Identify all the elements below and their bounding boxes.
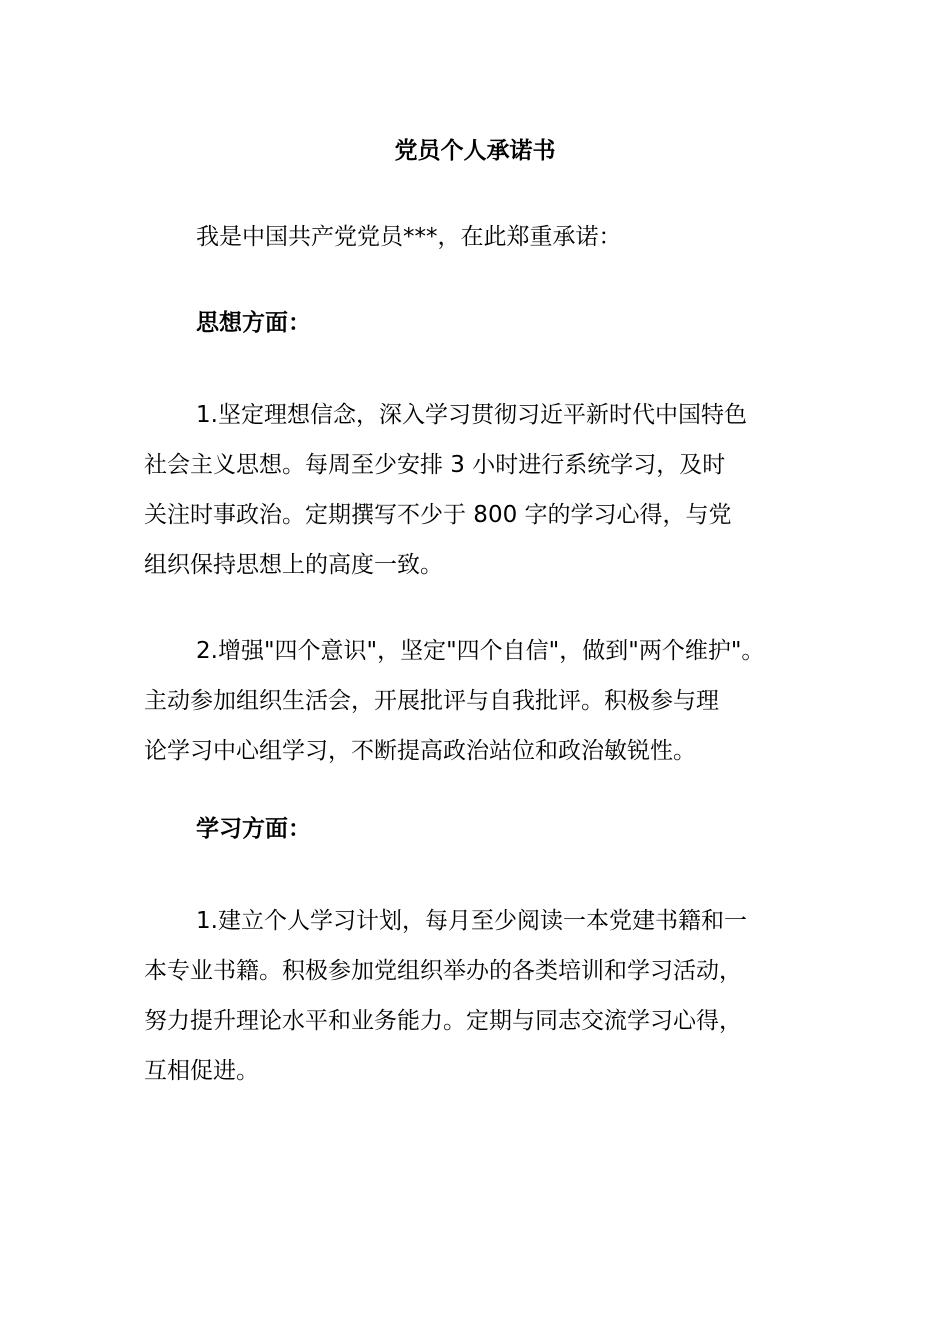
study-paragraph-1 (144, 896, 824, 1096)
paragraph-line: 组织保持思想上的高度一致。 (144, 552, 443, 578)
intro-text: 我是中国共产党党员***，在此郑重承诺： (196, 224, 622, 250)
paragraph-line: 主动参加组织生活会，开展批评与自我批评。积极参与理 (144, 688, 719, 714)
paragraph-line: 关注时事政治。定期撰写不少于 800 字的学习心得，与党 (144, 502, 732, 528)
paragraph-line: 社会主义思想。每周至少安排 3 小时进行系统学习，及时 (144, 452, 726, 478)
paragraph-line: 本专业书籍。积极参加党组织举办的各类培训和学习活动， (144, 958, 742, 984)
thought-paragraph-1 (144, 390, 824, 590)
section-heading-thought (144, 306, 824, 340)
section-heading-text: 思想方面： (196, 310, 311, 336)
section-heading-text: 学习方面： (196, 816, 311, 842)
document-title: 党员个人承诺书 (394, 138, 556, 164)
paragraph-line: 2.增强"四个意识"，坚定"四个自信"，做到"两个维护"。 (196, 638, 765, 664)
section-heading-study (144, 812, 824, 846)
paragraph-line: 论学习中心组学习，不断提高政治站位和政治敏锐性。 (144, 738, 696, 764)
paragraph-line: 互相促进。 (144, 1058, 259, 1084)
paragraph-line: 努力提升理论水平和业务能力。定期与同志交流学习心得， (144, 1008, 742, 1034)
thought-paragraph-2 (144, 626, 824, 776)
intro-paragraph (144, 220, 824, 254)
paragraph-line: 1.坚定理想信念，深入学习贯彻习近平新时代中国特色 (196, 402, 747, 428)
paragraph-line: 1.建立个人学习计划，每月至少阅读一本党建书籍和一 (196, 908, 747, 934)
